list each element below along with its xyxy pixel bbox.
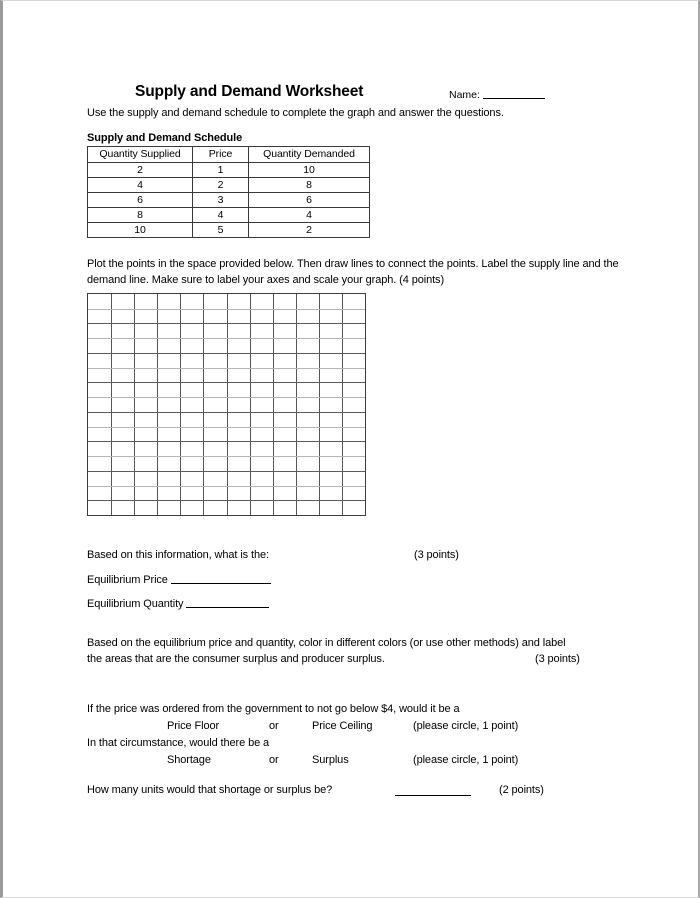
table-row [88, 163, 370, 178]
grid-vertical-line [250, 294, 251, 515]
grid-horizontal-line [88, 427, 365, 428]
grid-horizontal-line [88, 441, 365, 442]
grid-vertical-line [319, 294, 320, 515]
grid-horizontal-line [88, 500, 365, 501]
schedule-heading: Supply and Demand Schedule [87, 132, 243, 144]
question-2-line-2-row [87, 651, 621, 667]
grid-horizontal-line [88, 486, 365, 487]
grid-horizontal-line [88, 323, 365, 324]
grid-horizontal-line [88, 382, 365, 383]
grid-vertical-line [180, 294, 181, 515]
grid-vertical-line [157, 294, 158, 515]
grid-vertical-line [227, 294, 228, 515]
question-4-text: How many units would that shortage or surplus be? [87, 784, 333, 796]
grid-vertical-line [273, 294, 274, 515]
grid-horizontal-line [88, 397, 365, 398]
cell-price: 3 [193, 193, 249, 208]
equilibrium-quantity-field [87, 598, 269, 610]
graph-grid[interactable] [87, 293, 366, 516]
equilibrium-price-field [87, 574, 271, 586]
grid-horizontal-line [88, 471, 365, 472]
cell-quantity-supplied: 2 [88, 163, 193, 178]
cell-quantity-demanded: 6 [249, 193, 370, 208]
question-3-note-1: (please circle, 1 point) [413, 720, 519, 732]
cell-price: 4 [193, 208, 249, 223]
cell-quantity-demanded: 4 [249, 208, 370, 223]
question-4-blank[interactable] [395, 795, 471, 796]
grid-vertical-line [203, 294, 204, 515]
question-3-options-1-row [87, 718, 621, 735]
question-1-points: (3 points) [414, 549, 459, 561]
question-2-points: (3 points) [535, 653, 580, 665]
table-header-row [88, 147, 370, 163]
question-3-options-2-row [87, 752, 621, 769]
cell-quantity-demanded: 10 [249, 163, 370, 178]
cell-price: 1 [193, 163, 249, 178]
intro-text: Use the supply and demand schedule to complete the graph and answer the questions. [87, 107, 504, 119]
equilibrium-quantity-label: Equilibrium Quantity [87, 598, 184, 610]
cell-quantity-supplied: 6 [88, 193, 193, 208]
option-surplus[interactable]: Surplus [312, 754, 349, 766]
question-3-prompt-2: In that circumstance, would there be a [87, 737, 270, 749]
grid-vertical-line [134, 294, 135, 515]
column-header-quantity-supplied: Quantity Supplied [88, 147, 193, 163]
grid-horizontal-line [88, 353, 365, 354]
column-header-quantity-demanded: Quantity Demanded [249, 147, 370, 163]
question-3-prompt-2-row [87, 735, 621, 752]
question-2-line-1: Based on the equilibrium price and quantity, color in different colors (or use other methods) and label [87, 637, 566, 649]
question-3-note-2: (please circle, 1 point) [413, 754, 519, 766]
option-separator-or-2: or [269, 754, 279, 766]
cell-price: 5 [193, 223, 249, 238]
name-blank-line[interactable] [483, 98, 545, 99]
cell-quantity-supplied: 4 [88, 178, 193, 193]
cell-price: 2 [193, 178, 249, 193]
question-3 [87, 701, 621, 769]
grid-horizontal-line [88, 368, 365, 369]
option-separator-or-1: or [269, 720, 279, 732]
name-label: Name: [449, 89, 480, 101]
question-1-text: Based on this information, what is the: [87, 549, 269, 561]
name-field [449, 89, 545, 101]
grid-vertical-line [111, 294, 112, 515]
question-4-points: (2 points) [499, 784, 544, 796]
cell-quantity-demanded: 8 [249, 178, 370, 193]
cell-quantity-supplied: 8 [88, 208, 193, 223]
grid-vertical-line [296, 294, 297, 515]
question-2-line-2: the areas that are the consumer surplus and producer surplus. [87, 653, 385, 665]
table-row [88, 208, 370, 223]
option-price-ceiling[interactable]: Price Ceiling [312, 720, 373, 732]
cell-quantity-supplied: 10 [88, 223, 193, 238]
question-2 [87, 635, 621, 667]
supply-demand-table [87, 146, 370, 238]
question-3-prompt-1: If the price was ordered from the government to not go below $4, would it be a [87, 703, 460, 715]
equilibrium-quantity-blank[interactable] [186, 607, 269, 608]
grid-horizontal-line [88, 309, 365, 310]
table-row [88, 223, 370, 238]
table-row [88, 178, 370, 193]
column-header-price: Price [193, 147, 249, 163]
grid-horizontal-line [88, 412, 365, 413]
equilibrium-price-blank[interactable] [171, 583, 271, 584]
question-3-prompt-1-row [87, 701, 621, 718]
equilibrium-price-label: Equilibrium Price [87, 574, 168, 586]
option-price-floor[interactable]: Price Floor [167, 720, 220, 732]
grid-horizontal-line [88, 456, 365, 457]
option-shortage[interactable]: Shortage [167, 754, 211, 766]
grid-vertical-line [342, 294, 343, 515]
page-title: Supply and Demand Worksheet [135, 83, 364, 100]
table-row [88, 193, 370, 208]
cell-quantity-demanded: 2 [249, 223, 370, 238]
plot-instructions: Plot the points in the space provided below. Then draw lines to connect the points. Label the supply line and the demand line. Make sure to label your axes and scale your graph. (4 points) [87, 258, 619, 286]
grid-horizontal-line [88, 338, 365, 339]
header [87, 83, 617, 107]
